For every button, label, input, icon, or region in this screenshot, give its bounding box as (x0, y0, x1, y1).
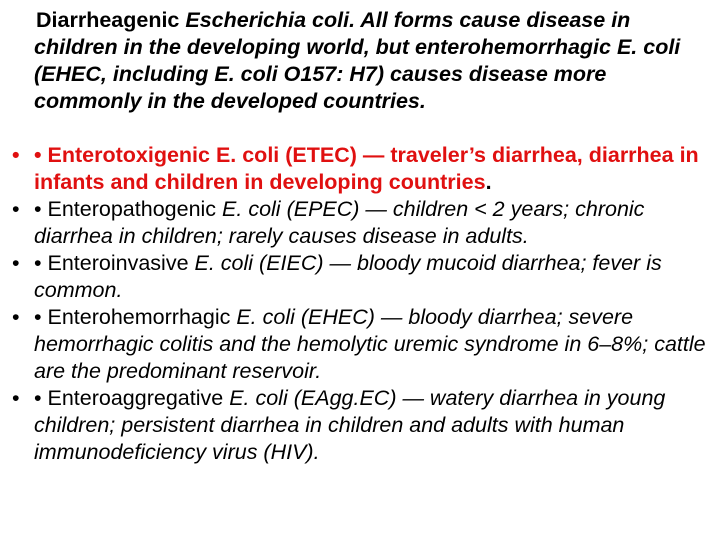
intro-species: Escherichia coli (185, 8, 350, 32)
list-item-etec (0, 142, 720, 196)
item-description: (EPEC) — children < 2 years; chronic diarrhea in children; rarely causes disease in adults. (34, 197, 645, 248)
item-species: E. coli (236, 305, 295, 329)
item-description: (EIEC) — bloody mucoid diarrhea; fever is common. (34, 251, 662, 302)
list-item-ehec (0, 304, 720, 385)
item-tail: . (485, 170, 492, 194)
bullet-list (0, 142, 720, 466)
bullet-marker: • (12, 143, 20, 167)
item-species: E. coli (229, 386, 288, 410)
item-description: (EAgg.EC) — watery diarrhea in young children; persistent diarrhea in children and adults with human immunodeficiency virus (HIV). (34, 386, 666, 464)
list-item-epec (0, 196, 720, 250)
item-lead: • Enteroinvasive (34, 251, 195, 275)
intro-paragraph (34, 7, 714, 115)
item-species: E. coli (222, 197, 281, 221)
intro-rest: . All forms cause disease in children in the developing world, but enterohemorrhagic E. coli (EHEC, including E. coli O157: H7) causes disease more commonly in the developed countries. (34, 8, 681, 113)
item-description: traveler’s diarrhea, diarrhea in infants and children in developing countries (34, 143, 699, 194)
bullet-marker: • (12, 386, 20, 410)
item-lead: • Enteropathogenic (34, 197, 223, 221)
list-item-eaggec (0, 385, 720, 466)
bullet-marker: • (12, 197, 20, 221)
intro-lead: Diarrheagenic (36, 8, 186, 32)
bullet-marker: • (12, 305, 20, 329)
item-description: (EHEC) — bloody diarrhea; severe hemorrhagic colitis and the hemolytic uremic syndrome in 6–8%; cattle are the predominant reservoir. (34, 305, 706, 383)
bullet-marker: • (12, 251, 20, 275)
list-item-eiec (0, 250, 720, 304)
item-lead: • Enterohemorrhagic (34, 305, 237, 329)
item-lead: • Enterotoxigenic E. coli (ETEC) — (34, 143, 391, 167)
item-lead: • Enteroaggregative (34, 386, 230, 410)
item-species: E. coli (194, 251, 254, 275)
